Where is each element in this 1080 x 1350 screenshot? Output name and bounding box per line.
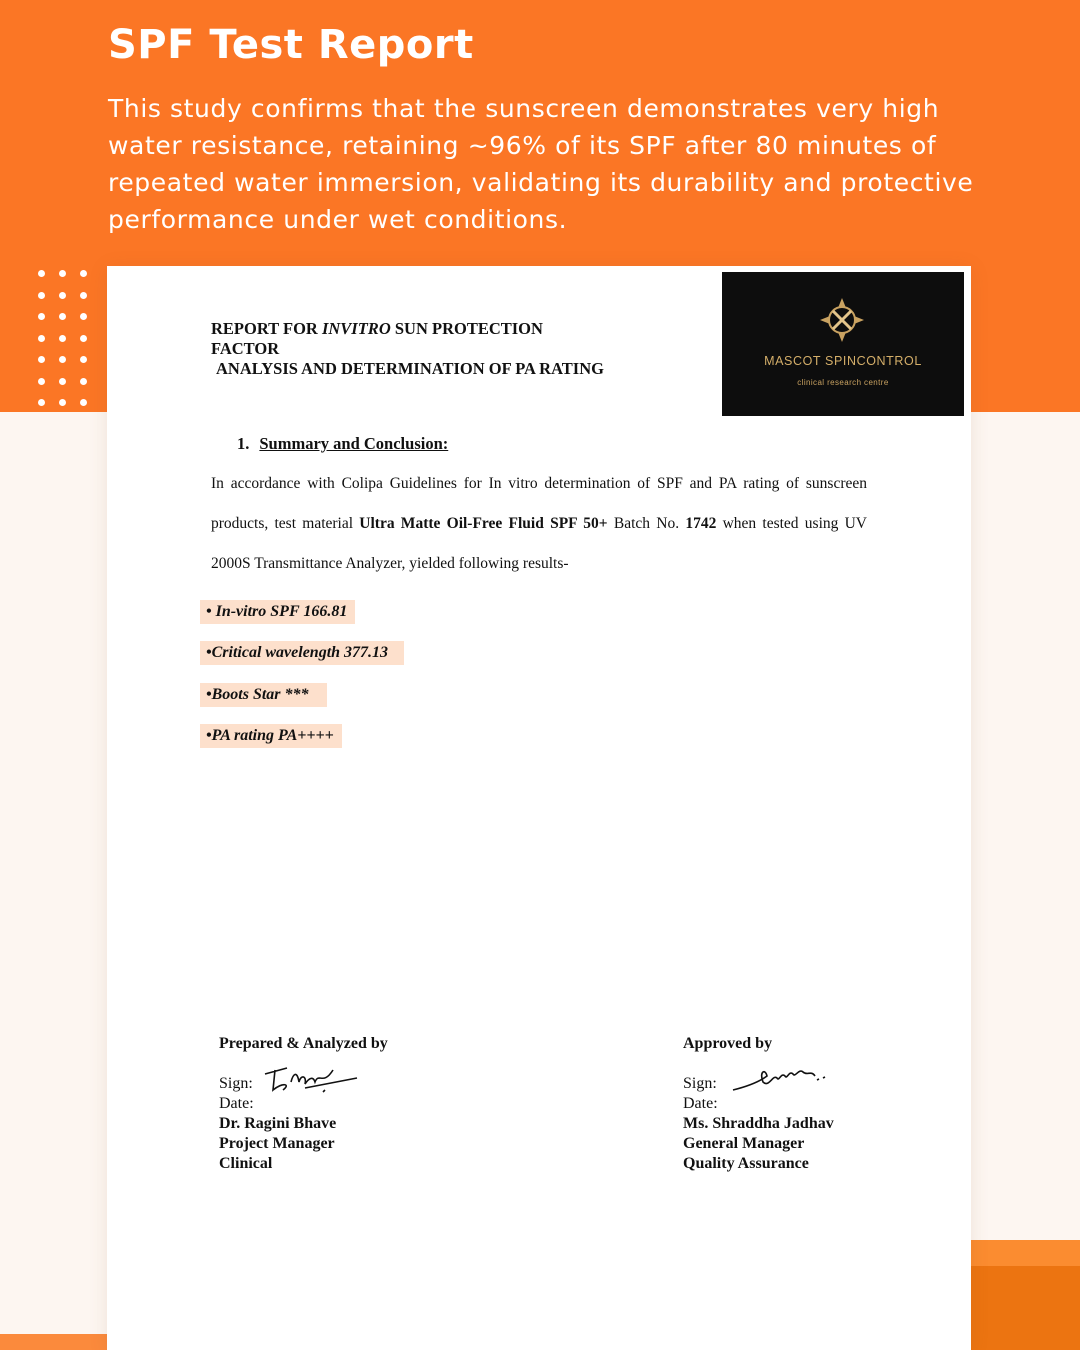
- preparer-department: Clinical: [219, 1155, 273, 1172]
- report-document: [107, 266, 971, 1350]
- preparer-role: Project Manager: [219, 1135, 335, 1152]
- preparer-name: Dr. Ragini Bhave: [219, 1115, 337, 1132]
- section-heading: 1. Summary and Conclusion:: [237, 434, 449, 453]
- report-title: REPORT FOR INVITRO SUN PROTECTION FACTOR ANALYSIS AND DETERMINATION OF PA RATING: [211, 319, 604, 378]
- signature-image: [729, 1060, 833, 1096]
- result-boots-star: •Boots Star ***: [200, 683, 327, 707]
- logo-company-name: MASCOT SPINCONTROL: [764, 354, 922, 368]
- date-label: Date:: [683, 1095, 718, 1112]
- sign-label: Sign:: [219, 1075, 253, 1092]
- prepared-heading: Prepared & Analyzed by: [219, 1035, 388, 1052]
- approved-heading: Approved by: [683, 1035, 773, 1052]
- sign-label: Sign:: [683, 1075, 717, 1092]
- approver-department: Quality Assurance: [683, 1155, 809, 1172]
- approver-name: Ms. Shraddha Jadhav: [683, 1115, 834, 1132]
- logo-tagline: clinical research centre: [797, 378, 889, 387]
- page-title: SPF Test Report: [108, 22, 474, 68]
- result-spf: • In-vitro SPF 166.81: [200, 600, 355, 624]
- conclusion-paragraph: In accordance with Colipa Guidelines for In vitro determination of SPF and PA rating of sunscreen products, test material Ultra Matte Oil-Free Fluid SPF 50+ Batch No. 1742 when tested using UV 2000S Transmittance Analyzer, yielded following results-: [211, 475, 868, 572]
- compass-emblem-icon: [818, 296, 866, 344]
- approver-role: General Manager: [683, 1135, 805, 1152]
- date-label: Date:: [219, 1095, 254, 1112]
- company-logo: [722, 272, 964, 416]
- prepared-by-block: [219, 1034, 388, 1174]
- signature-image: [261, 1060, 361, 1096]
- summary-text: This study confirms that the sunscreen demonstrates very high water resistance, retaining ~96% of its SPF after 80 minutes of repeated water immersion, validating its durability and protective performance under wet conditions.: [108, 94, 974, 234]
- result-pa-rating: •PA rating PA++++: [200, 724, 342, 748]
- result-critical-wavelength: •Critical wavelength 377.13: [200, 641, 404, 665]
- decorative-dot-grid: [38, 270, 94, 410]
- approved-by-block: [683, 1034, 834, 1174]
